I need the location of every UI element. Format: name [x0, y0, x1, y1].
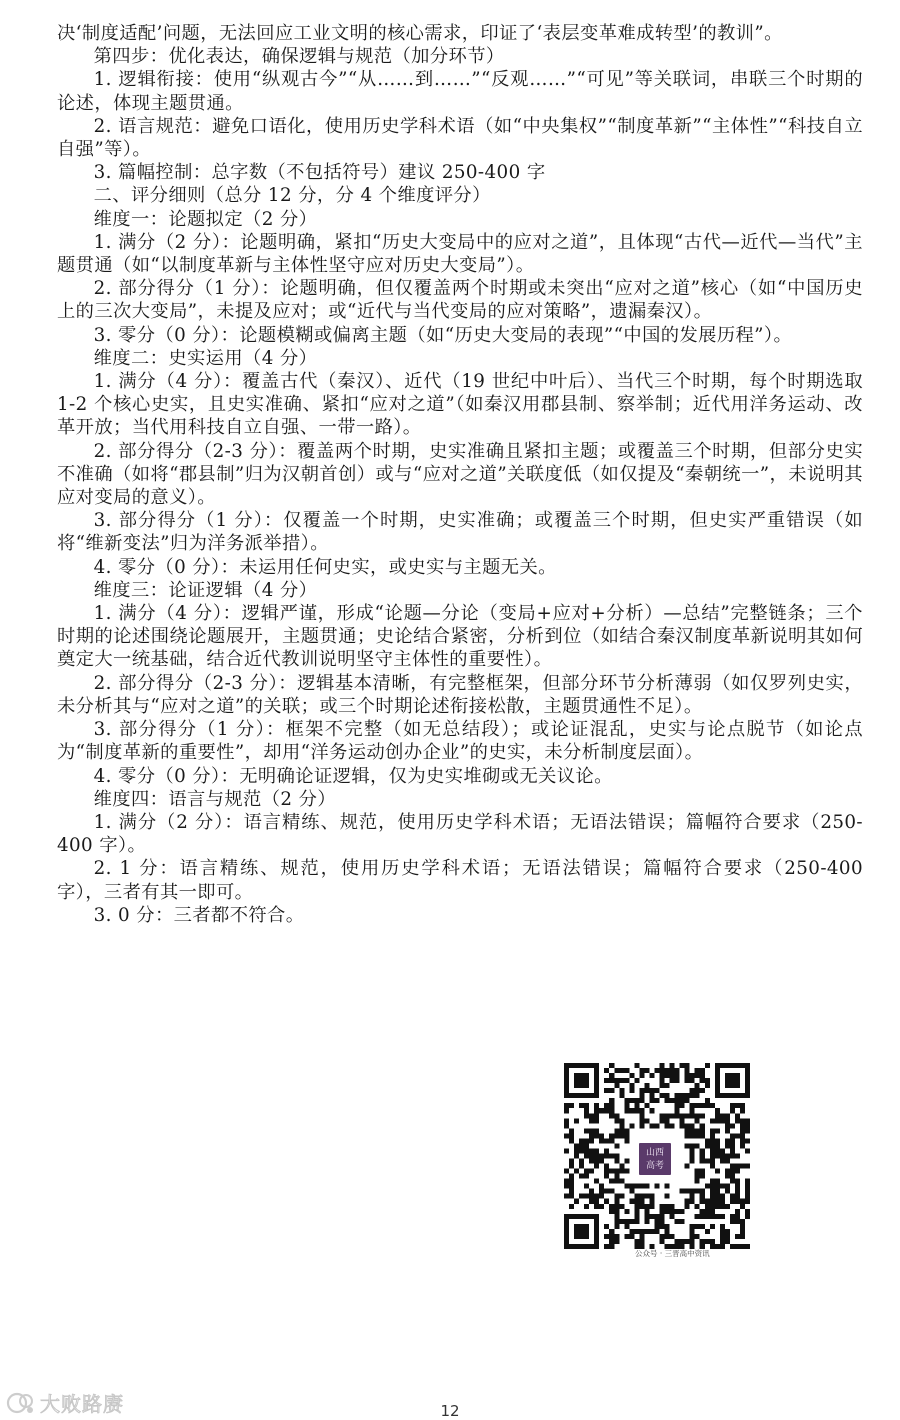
paragraph: 维度三：论证逻辑（4 分） — [93, 579, 318, 601]
paragraph: 3. 0 分：三者都不符合。 — [93, 904, 305, 926]
paragraph: 二、评分细则（总分 12 分，分 4 个维度评分） — [93, 185, 491, 207]
paragraph: 3. 篇幅控制：总字数（不包括符号）建议 250-400 字 — [93, 162, 546, 184]
paragraph: 1. 满分（4 分）：覆盖古代（秦汉）、近代（19 世纪中叶后）、当代三个时期，每个时期选取 1-2 个核心史实，且史实准确、紧扣“应对之道”（如秦汉用郡县制、察举制；近代用洋务运动、改革开放；当代用科技自立自强、一带一路）。 — [57, 371, 863, 439]
paragraph: 维度四：语言与规范（2 分） — [93, 788, 337, 810]
page-number: 12 — [440, 1402, 460, 1420]
watermark-text: 大败路赓 — [40, 1392, 124, 1416]
paragraph: 2. 语言规范：避免口语化，使用历史学科术语（如“中央集权”“制度革新”“主体性”“科技自立自强”等）。 — [57, 115, 863, 161]
paragraph: 2. 1 分：语言精练、规范，使用历史学科术语；无语法错误；篇幅符合要求（250-400 字），三者有其一即可。 — [57, 858, 863, 903]
paragraph: 2. 部分得分（2-3 分）：逻辑基本清晰，有完整框架，但部分环节分析薄弱（如仅罗列史实，未分析其与“应对之道”的关联；或三个时期论述衔接松散，主题贯通性不足）。 — [57, 672, 863, 717]
qr-logo-line-2: 高考 — [645, 1161, 664, 1171]
paragraph: 3. 部分得分（1 分）：仅覆盖一个时期，史实准确；或覆盖三个时期，但史实严重错误（如将“维新变法”归为洋务派举措）。 — [57, 510, 863, 555]
paragraph: 3. 零分（0 分）：论题模糊或偏离主题（如“历史大变局的表现”“中国的发展历程”）。 — [93, 324, 793, 346]
paragraph: 1. 满分（2 分）：语言精练、规范，使用历史学科术语；无语法错误；篇幅符合要求（250-400 字）。 — [57, 811, 863, 857]
paragraph: 1. 满分（2 分）：论题明确，紧扣“历史大变局中的应对之道”，且体现“古代—近代—当代”主题贯通（如“以制度革新与主体性坚守应对历史大变局”）。 — [57, 231, 863, 277]
document-body — [57, 22, 863, 927]
qr-code-block — [560, 1063, 760, 1263]
qr-center-logo — [637, 1141, 673, 1177]
paragraph: 维度一：论题拟定（2 分） — [93, 208, 318, 230]
qr-logo-line-1: 山西 — [645, 1148, 664, 1158]
paragraph: 维度二：史实运用（4 分） — [93, 347, 318, 369]
qr-caption: 公众号 · 三晋高中资讯 — [635, 1249, 710, 1258]
paragraph: 4. 零分（0 分）：无明确论证逻辑，仅为史实堆砌或无关议论。 — [93, 765, 613, 787]
paragraph: 1. 满分（4 分）：逻辑严谨，形成“论题—分论（变局+应对+分析）—总结”完整链条；三个时期的论述围绕论题展开，主题贯通；史论结合紧密，分析到位（如结合秦汉制度革新说明其如何奠定大一统基础，结合近代教训说明坚守主体性的重要性）。 — [57, 603, 863, 671]
paragraph: 3. 部分得分（1 分）：框架不完整（如无总结段）；或论证混乱，史实与论点脱节（如论点为“制度革新的重要性”，却用“洋务运动创办企业”的史实，未分析制度层面）。 — [57, 719, 863, 764]
paragraph: 2. 部分得分（1 分）：论题明确，但仅覆盖两个时期或未突出“应对之道”核心（如“中国历史上的三次大变局”，未提及应对；或“近代与当代变局的应对策略”，遗漏秦汉）。 — [57, 278, 863, 323]
paragraph: 2. 部分得分（2-3 分）：覆盖两个时期，史实准确且紧扣主题；或覆盖三个时期，但部分史实不准确（如将“郡县制”归为汉朝首创）或与“应对之道”关联度低（如仅提及“秦朝统一”，未说明其应对变局的意义）。 — [57, 440, 863, 509]
paragraph: 4. 零分（0 分）：未运用任何史实，或史实与主题无关。 — [93, 556, 557, 578]
paragraph: 第四步：优化表达，确保逻辑与规范（加分环节） — [93, 46, 505, 68]
paragraph: 决‘制度适配’问题，无法回应工业文明的核心需求，印证了‘表层变革难成转型’的教训”。 — [57, 23, 783, 44]
paragraph: 1. 逻辑衔接：使用“纵观古今”“从……到……”“反观……”“可见”等关联词，串联三个时期的论述，体现主题贯通。 — [57, 69, 863, 114]
